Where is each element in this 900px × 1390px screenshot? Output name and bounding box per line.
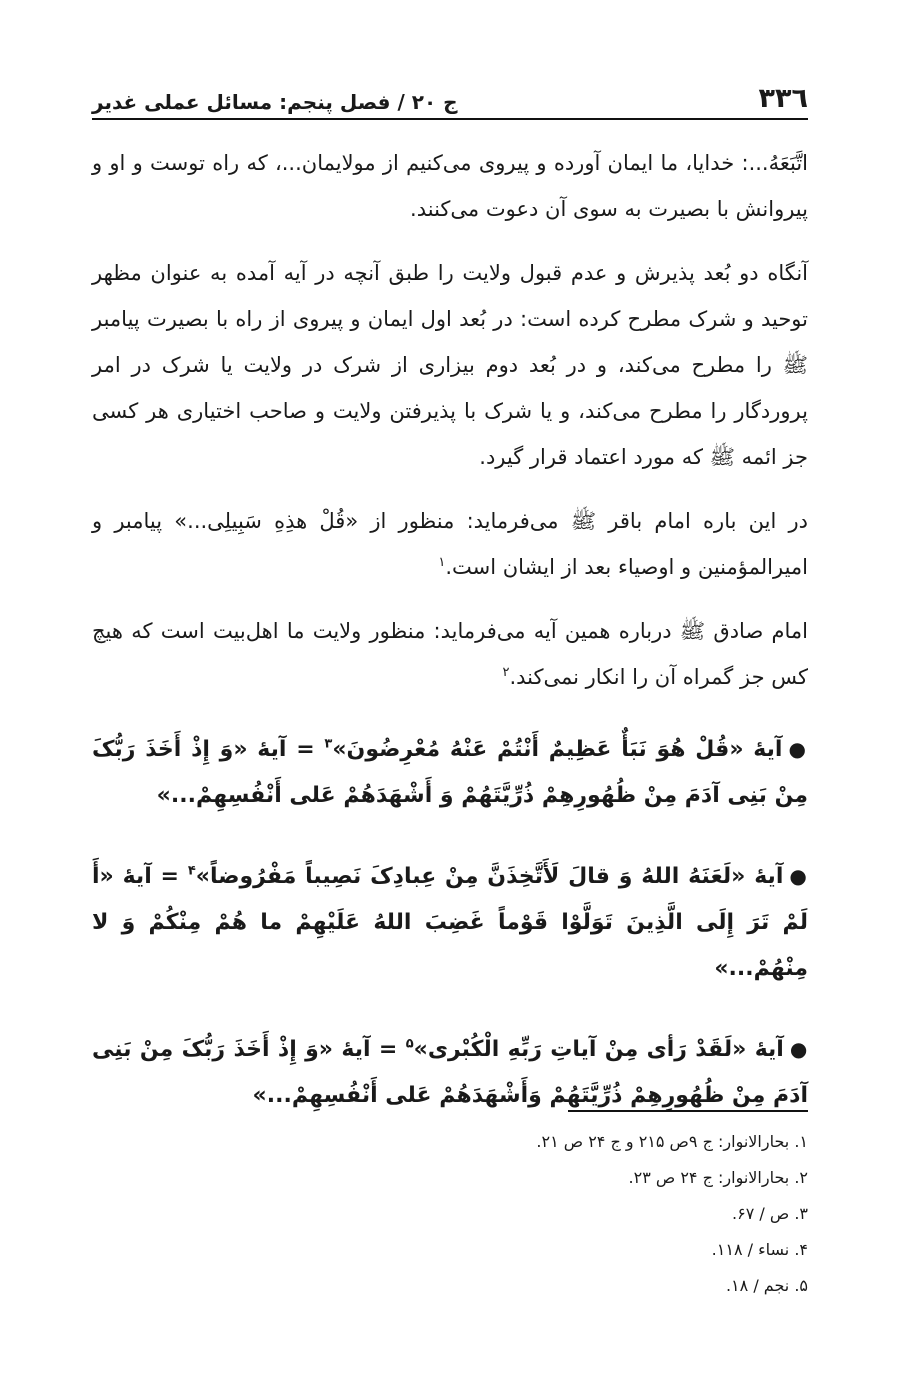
footnote-rule bbox=[568, 1110, 808, 1112]
footnote-ref: ۵ bbox=[405, 1036, 414, 1052]
ayah-item: ●آیهٔ «لَقَدْ رَأی مِنْ آیاتِ رَبِّهِ الْکُبْری»$^۵$ = آیهٔ «وَ إِذْ أَخَذَ رَبُّکَ مِنْ بَنِی آدَمَ مِنْ ظُهُورِهِمْ ذُرِّیَّتَهُمْ وَأَشْهَدَهُمْ عَلی أَنْفُسِهِمْ...» bbox=[92, 1036, 809, 1108]
footnote-ref: ۴ bbox=[187, 863, 196, 879]
footnote: ۳. ص / ۶۷. bbox=[732, 1204, 808, 1223]
header-rule bbox=[92, 118, 808, 120]
ayah-item: ●آیهٔ «قُلْ هُوَ نَبَأٌ عَظِیمٌ أَنْتُمْ عَنْهُ مُعْرِضُونَ»$^۳$ = آیهٔ «وَ إِذْ أَخَذَ رَبُّکَ مِنْ بَنِی آدَمَ مِنْ ظُهُورِهِمْ ذُرِّیَّتَهُمْ وَ أَشْهَدَهُمْ عَلی أَنْفُسِهِمْ...» bbox=[92, 736, 809, 808]
bullet-icon: ● bbox=[789, 1037, 809, 1061]
footnote: ۱. بحارالانوار: ج ۹ص ۲۱۵ و ج ۲۴ ص ۲۱. bbox=[536, 1132, 808, 1151]
page-header bbox=[92, 74, 808, 114]
bullet-icon: ● bbox=[789, 864, 808, 888]
footnote: ۲. بحارالانوار: ج ۲۴ ص ۲۳. bbox=[628, 1168, 808, 1187]
paragraph: آنگاه دو بُعد پذیرش و عدم قبول ولایت را طبق آنچه در آیه آمده به عنوان مظهر توحید و شرک مطرح کرده است: در بُعد اول ایمان و پیروی از راه با بصیرت پیامبر ﷺ را مطرح می‌کند، و در بُعد دوم بیزاری از شرک در ولایت یا شرک در امر پروردگار را مطرح می‌کند، و یا شرک با پذیرفتن ولایت و صاحب اختیاری هر کسی جز ائمه ﷺ که مورد اعتماد قرار گیرد. bbox=[92, 261, 808, 469]
ayah-item: ●آیهٔ «لَعَنَهُ اللهُ وَ قالَ لَأَتَّخِذَنَّ مِنْ عِبادِکَ نَصِیباً مَفْرُوضاً»$^۴$ = آیهٔ «أَ لَمْ تَرَ إِلَی الَّذِینَ تَوَلَّوْا قَوْماً غَضِبَ اللهُ عَلَیْهِمْ ما هُمْ مِنْکُمْ وَ لا مِنْهُمْ...» bbox=[92, 863, 808, 981]
paragraph: اتَّبَعَهُ...: خدایا، ما ایمان آورده و پیروی می‌کنیم از مولایمان...، که راه توست و او و پیروانش با بصیرت به سوی آن دعوت می‌کنند. bbox=[92, 151, 808, 221]
paragraph: در این باره امام باقر ﷺ می‌فرماید: منظور از «قُلْ هذِهِ سَبِیلِی...» پیامبر و امیرالمؤمنین و اوصیاء بعد از ایشان است.$^۱$ bbox=[92, 509, 808, 579]
footnotes bbox=[400, 1124, 808, 1304]
paragraph: امام صادق ﷺ درباره همین آیه می‌فرماید: منظور ولایت ما اهل‌بیت است که هیچ کس جز گمراه آن را انکار نمی‌کند.$^۲$ bbox=[92, 619, 808, 689]
body-text bbox=[92, 140, 808, 1153]
footnote: ۴. نساء / ۱۱۸. bbox=[711, 1240, 808, 1259]
bullet-icon: ● bbox=[788, 737, 809, 761]
page-number: ۳۳٦ bbox=[758, 83, 808, 114]
footnote: ۵. نجم / ۱۸. bbox=[725, 1276, 808, 1295]
footnote-ref: ۲ bbox=[502, 665, 510, 680]
footnote-ref: ۱ bbox=[438, 555, 446, 570]
footnote-ref: ۳ bbox=[324, 736, 333, 752]
running-title: ج ۲۰ / فصل پنجم: مسائل عملی غدیر bbox=[92, 90, 458, 114]
